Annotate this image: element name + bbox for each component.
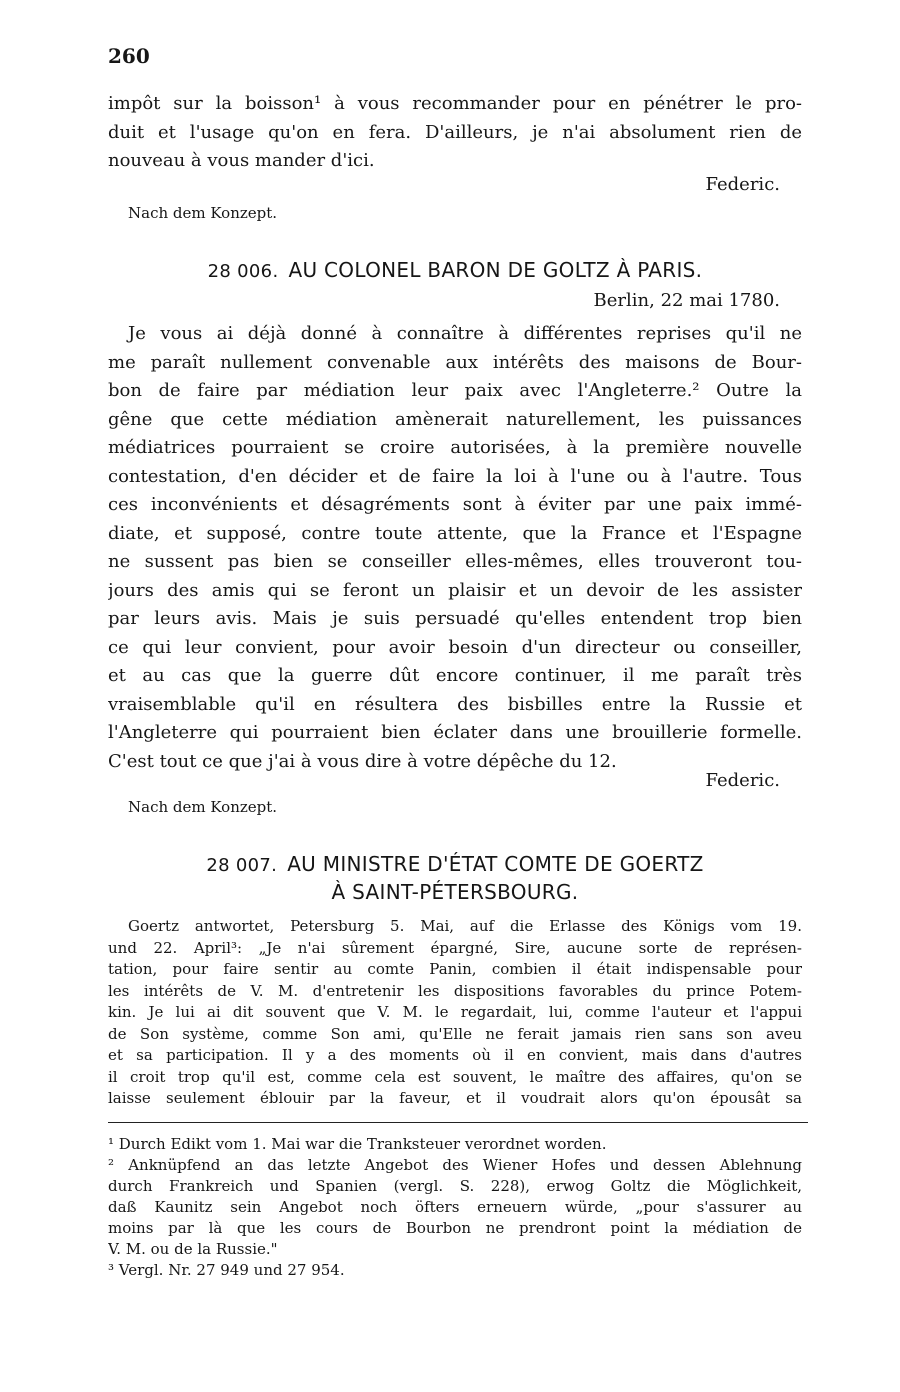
- summary-body: [108, 916, 802, 1110]
- text-line: et au cas que la guerre dût encore continuer, il me paraît très: [108, 665, 802, 686]
- letter-body: [108, 320, 802, 776]
- text-line: par leurs avis. Mais je suis persuadé qu'elles entendent trop bien: [108, 608, 802, 629]
- text-line: C'est tout ce que j'ai à vous dire à votre dépêche du 12.: [108, 750, 617, 772]
- footnote-line: durch Frankreich und Spanien (vergl. S. 228), erwog Goltz die Möglichkeit,: [108, 1177, 802, 1195]
- footnote-line: ² Anknüpfend an das letzte Angebot des Wiener Hofes und dessen Ablehnung: [108, 1156, 802, 1174]
- text-line: jours des amis qui se feront un plaisir et un devoir de les assister: [108, 579, 802, 601]
- text-line: tation, pour faire sentir au comte Panin, combien il était indispensable pour: [108, 960, 802, 978]
- text-line: ce qui leur convient, pour avoir besoin d'un directeur ou conseiller,: [108, 636, 802, 658]
- text-line: gêne que cette médiation amènerait naturellement, les puissances: [108, 408, 802, 430]
- page-number: 260: [108, 44, 150, 68]
- text-line: ne sussent pas bien se conseiller elles-mêmes, elles trouveront tou-: [108, 551, 802, 572]
- intro-paragraph: [108, 90, 802, 176]
- footnote-line: ¹ Durch Edikt vom 1. Mai war die Tranksteuer verordnet worden.: [108, 1135, 607, 1153]
- text-line: bon de faire par médiation leur paix avec l'Angleterre.² Outre la: [108, 380, 802, 401]
- letter-heading: [108, 258, 802, 282]
- signature: Federic.: [705, 174, 780, 195]
- text-line: il croit trop qu'il est, comme cela est souvent, le maître des affaires, qu'on se: [108, 1067, 802, 1086]
- text-line: Goertz antwortet, Petersburg 5. Mai, auf die Erlasse des Königs vom 19.: [128, 917, 802, 935]
- letter-number: 28 007.: [206, 855, 278, 876]
- footnote-line: daß Kaunitz sein Angebot noch öfters erneuern würde, „pour s'assurer au: [108, 1198, 802, 1216]
- text-line: impôt sur la boisson¹ à vous recommander pour en pénétrer le pro-: [108, 93, 802, 114]
- text-line: contestation, d'en décider et de faire la loi à l'une ou à l'autre. Tous: [108, 465, 802, 487]
- text-line: vraisemblable qu'il en résultera des bisbilles entre la Russie et: [108, 693, 802, 715]
- text-line: les intérêts de V. M. d'entretenir les dispositions favorables du prince Potem-: [108, 981, 802, 1000]
- text-line: ces inconvénients et désagréments sont à éviter par une paix immé-: [108, 494, 802, 515]
- footnotes: [108, 1134, 802, 1281]
- text-line: kin. Je lui ai dit souvent que V. M. le regardait, lui, comme l'auteur et l'appui: [108, 1003, 802, 1021]
- footnote-line: ³ Vergl. Nr. 27 949 und 27 954.: [108, 1261, 345, 1279]
- source-note: Nach dem Konzept.: [128, 798, 278, 816]
- text-line: nouveau à vous mander d'ici.: [108, 150, 375, 171]
- letter-title: AU COLONEL BARON DE GOLTZ À PARIS.: [288, 258, 703, 282]
- text-line: et sa participation. Il y a des moments où il en convient, mais dans d'autres: [108, 1046, 802, 1064]
- text-line: duit et l'usage qu'on en fera. D'ailleurs, je n'ai absolument rien de: [108, 121, 802, 143]
- source-note: Nach dem Konzept.: [128, 204, 278, 222]
- dateline: Berlin, 22 mai 1780.: [593, 290, 780, 311]
- signature: Federic.: [705, 770, 780, 791]
- text-line: Je vous ai déjà donné à connaître à différentes reprises qu'il ne: [128, 323, 802, 344]
- letter-heading: [108, 852, 802, 876]
- text-line: diate, et supposé, contre toute attente, que la France et l'Espagne: [108, 522, 802, 544]
- text-line: laisse seulement éblouir par la faveur, et il voudrait alors qu'on épousât sa: [108, 1089, 802, 1107]
- footnote-line: V. M. ou de la Russie.": [108, 1240, 278, 1258]
- text-line: und 22. April³: „Je n'ai sûrement épargné, Sire, aucune sorte de représen-: [108, 938, 802, 957]
- letter-title: AU MINISTRE D'ÉTAT COMTE DE GOERTZ: [287, 852, 704, 876]
- text-line: médiatrices pourraient se croire autorisées, à la première nouvelle: [108, 437, 802, 458]
- text-line: me paraît nullement convenable aux intérêts des maisons de Bour-: [108, 351, 802, 373]
- letter-heading-line2: À SAINT-PÉTERSBOURG.: [331, 880, 579, 904]
- letter-number: 28 006.: [207, 261, 279, 282]
- text-line: l'Angleterre qui pourraient bien éclater dans une brouillerie formelle.: [108, 722, 802, 743]
- footnote-line: moins par là que les cours de Bourbon ne prendront point la médiation de: [108, 1219, 802, 1237]
- text-line: de Son système, comme Son ami, qu'Elle ne ferait jamais rien sans son aveu: [108, 1024, 802, 1043]
- footnote-divider: [108, 1122, 808, 1123]
